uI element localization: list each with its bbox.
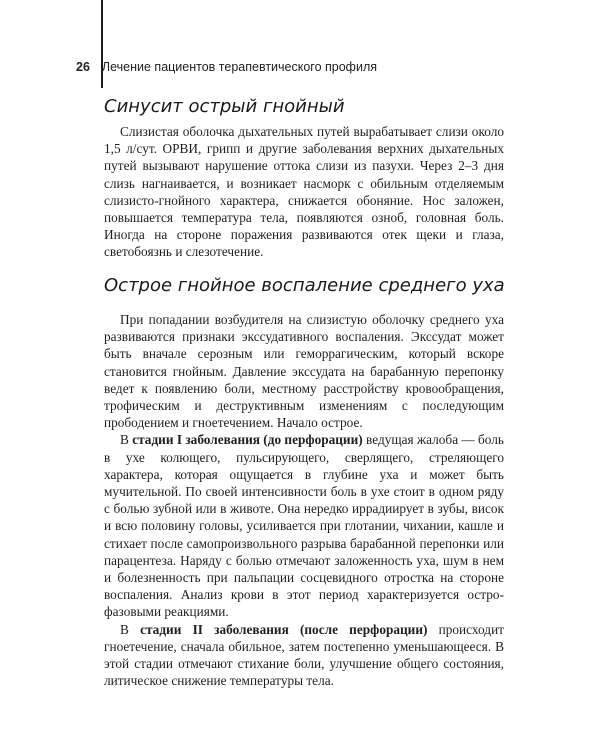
page-number: 26 <box>76 60 90 74</box>
running-header <box>76 60 377 74</box>
paragraph: Слизистая оболочка дыхательных путей вырабатывает слизи около 1,5 л/сут. ОРВИ, грипп и другие заболевания верхних дыхательных путей вызывают нарушение оттока слизи из пазухи. Через 2–3 дня слизь нагнаивается, и возникает насморк с обильным отделяемым слизисто-гнойного характера, снижается обоняние. Нос заложен, повышается температура тела, появляются озноб, головная боль. Иногда на стороне поражения развиваются отек щеки и глаза, светобоязнь и слезотечение. <box>104 124 504 260</box>
section-body-sinusitis <box>104 123 504 261</box>
paragraph-rest: ведущая жалоба — боль в ухе колющего, пульсирующего, сверлящего, стреляющего характера, которая ощущается в глубине уха и может быть мучительной. По своей интенсивности боль в ухе стоит в одном ряду с болью зубной или в животе. Она нередко иррадиирует в зубы, висок и всю половину головы, усиливается при глотании, чихании, кашле и стихает после самопроизвольного разрыва барабанной перепонки или парацентеза. Наряду с болью отмечают заложенность уха, шум в нем и болезненность при пальпации сосцевидного отростка на стороне воспаления. Анализ крови в этот период характеризуется острофазовыми реакциями. <box>104 432 504 620</box>
paragraph-stage-2 <box>104 621 504 690</box>
paragraph-stage-1 <box>104 431 504 620</box>
running-title: Лечение пациентов терапевтического профиля <box>101 60 378 74</box>
paragraph: При попадании возбудителя на слизистую оболочку среднего уха развиваются признаки экссудативного воспаления. Экссудат может быть вначале серозным или геморрагическим, который вскоре становится гнойным. Давление экссудата на барабанную перепонку ведет к появлению боли, местному расстройству кровообращения, трофическим и деструктивным изменениям с последующим прободением и гноетечением. Начало острое. <box>104 312 504 431</box>
stage-2-term: стадии II заболевания (после перфорации) <box>140 621 428 637</box>
section-heading-otitis: Острое гнойное воспаление среднего уха <box>104 275 505 296</box>
header-vertical-rule <box>101 0 103 88</box>
stage-1-term: стадии I заболевания (до перфорации) <box>132 432 363 448</box>
paragraph-lead: В <box>120 432 133 448</box>
paragraph-rest: происходит гноетечение, сначала обильное, затем постепенно уменьшающееся. В этой стадии отмечают стихание боли, улучшение общего состояния, литическое снижение температуры тела. <box>104 621 504 689</box>
paragraph-lead: В <box>120 621 141 637</box>
section-body-otitis <box>104 311 504 689</box>
section-heading-sinusitis: Синусит острый гнойный <box>104 96 345 117</box>
